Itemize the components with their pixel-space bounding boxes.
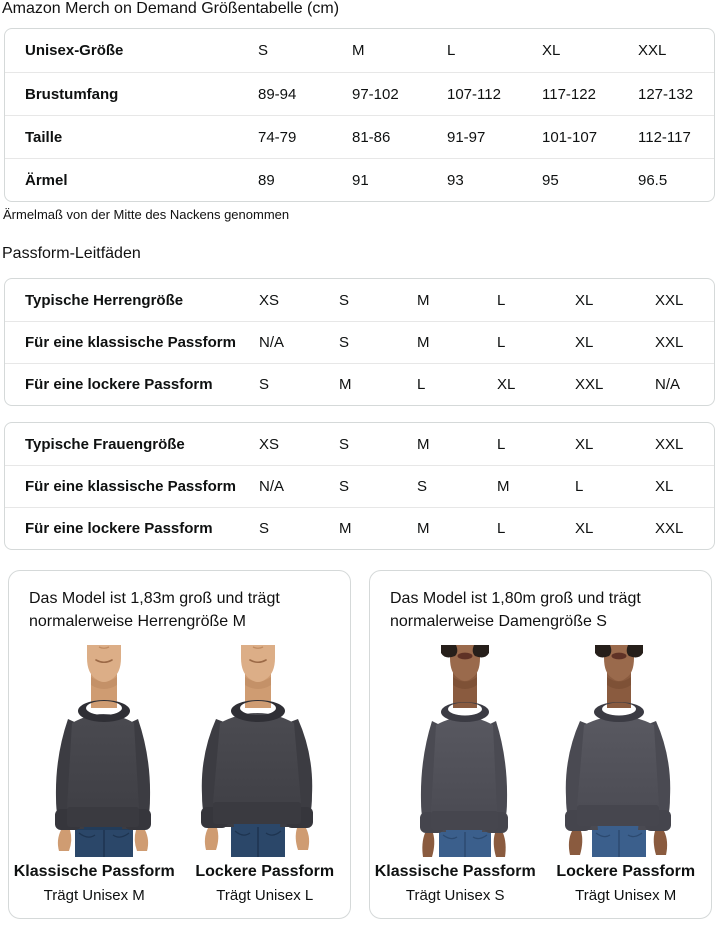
caption-classic-fit xyxy=(9,863,180,904)
worn-size-label: Trägt Unisex S xyxy=(405,887,505,904)
size-cell: 127-132 xyxy=(634,72,714,115)
table-row xyxy=(5,29,714,72)
size-cell: N/A xyxy=(255,321,335,363)
worn-size-label: Trägt Unisex M xyxy=(575,887,677,904)
fit-label: Klassische Passform xyxy=(13,863,175,880)
size-cell: S xyxy=(255,507,335,549)
worn-size-label: Trägt Unisex M xyxy=(43,887,145,904)
size-cell: 101-107 xyxy=(538,115,634,158)
size-cell: M xyxy=(493,465,571,507)
size-cell: XL xyxy=(575,291,594,309)
table-row xyxy=(5,72,714,115)
size-cell: 97-102 xyxy=(348,72,443,115)
table-row xyxy=(5,321,714,363)
size-cell: XS xyxy=(259,435,280,453)
size-cell: XXL xyxy=(655,435,684,453)
fit-label: Lockere Passform xyxy=(195,863,335,880)
size-cell: M xyxy=(417,435,430,453)
size-cell: L xyxy=(493,507,571,549)
row-label: Unisex-Größe xyxy=(25,42,124,59)
model-photo-men-loose-fit xyxy=(182,645,332,857)
size-cell: 112-117 xyxy=(634,115,714,158)
size-cell: S xyxy=(335,465,413,507)
size-cell: S xyxy=(413,465,493,507)
row-label: Für eine klassische Passform xyxy=(5,321,255,363)
size-cell: N/A xyxy=(255,465,335,507)
model-card-men xyxy=(8,570,351,919)
model-photo-women-loose-fit xyxy=(543,645,693,857)
sleeve-measure-note: Ärmelmaß von der Mitte des Nackens genommen xyxy=(3,207,290,222)
fit-guides-heading: Passform-Leitfäden xyxy=(2,245,141,262)
model-photos-row xyxy=(9,645,350,857)
table-row xyxy=(5,158,714,201)
page-title: Amazon Merch on Demand Größentabelle (cm) xyxy=(2,0,340,17)
table-row xyxy=(5,423,714,465)
worn-size-label: Trägt Unisex L xyxy=(216,887,314,904)
size-cell: XXL xyxy=(655,291,684,309)
model-photo-men-classic-fit xyxy=(28,645,178,857)
size-cell: 89 xyxy=(254,158,348,201)
size-cell: M xyxy=(335,363,413,405)
size-cell: 89-94 xyxy=(254,72,348,115)
sweatshirt xyxy=(577,716,659,813)
size-cell: L xyxy=(497,291,506,309)
size-cell: XL xyxy=(571,507,651,549)
size-cell: 107-112 xyxy=(443,72,538,115)
sweatshirt xyxy=(431,717,497,817)
row-label: Typische Herrengröße xyxy=(25,291,184,309)
sweatshirt xyxy=(213,713,301,809)
size-cell: M xyxy=(417,291,430,309)
fit-label: Klassische Passform xyxy=(374,863,536,880)
size-cell: L xyxy=(571,465,651,507)
size-cell: 91-97 xyxy=(443,115,538,158)
row-label: Taille xyxy=(5,115,254,158)
size-cell: N/A xyxy=(651,363,714,405)
row-label: Brustumfang xyxy=(5,72,254,115)
size-cell: 95 xyxy=(538,158,634,201)
size-cell: 96.5 xyxy=(634,158,714,201)
row-label: Ärmel xyxy=(5,158,254,201)
table-row xyxy=(5,115,714,158)
model-card-women xyxy=(369,570,712,919)
size-cell: XL xyxy=(571,321,651,363)
table-row xyxy=(5,465,714,507)
size-cell: XL xyxy=(575,435,594,453)
size-cell: S xyxy=(335,321,413,363)
row-label: Für eine lockere Passform xyxy=(5,363,255,405)
caption-loose-fit xyxy=(180,863,351,904)
size-cell: XS xyxy=(259,291,280,309)
model-description: Das Model ist 1,83m groß und trägt normalerweise Herrengröße M xyxy=(29,590,280,630)
size-cell: XXL xyxy=(638,42,667,59)
model-description: Das Model ist 1,80m groß und trägt normalerweise Damengröße S xyxy=(390,590,641,630)
size-cell: XXL xyxy=(651,507,714,549)
table-row xyxy=(5,507,714,549)
sweatshirt xyxy=(67,714,139,814)
size-cell: 93 xyxy=(443,158,538,201)
table-row xyxy=(5,363,714,405)
size-cell: 81-86 xyxy=(348,115,443,158)
size-cell: L xyxy=(413,363,493,405)
size-cell: XL xyxy=(493,363,571,405)
size-cell: 117-122 xyxy=(538,72,634,115)
row-label: Für eine lockere Passform xyxy=(5,507,255,549)
row-label: Für eine klassische Passform xyxy=(5,465,255,507)
size-cell: L xyxy=(493,321,571,363)
size-cell: 74-79 xyxy=(254,115,348,158)
fit-table-men xyxy=(4,278,715,406)
table-row xyxy=(5,279,714,321)
size-cell: S xyxy=(339,435,350,453)
size-cell: S xyxy=(255,363,335,405)
fit-label: Lockere Passform xyxy=(556,863,696,880)
fit-captions-row xyxy=(370,863,711,904)
model-photos-row xyxy=(370,645,711,857)
size-cell: XL xyxy=(542,42,561,59)
model-photo-women-classic-fit xyxy=(389,645,539,857)
fit-table-women xyxy=(4,422,715,550)
size-cell: S xyxy=(258,42,269,59)
size-cell: M xyxy=(413,321,493,363)
caption-loose-fit xyxy=(541,863,712,904)
size-cell: 91 xyxy=(348,158,443,201)
fit-captions-row xyxy=(9,863,350,904)
caption-classic-fit xyxy=(370,863,541,904)
size-cell: XXL xyxy=(571,363,651,405)
size-cell: L xyxy=(447,42,456,59)
size-cell: M xyxy=(413,507,493,549)
size-cell: M xyxy=(335,507,413,549)
unisex-size-table xyxy=(4,28,715,202)
row-label: Typische Frauengröße xyxy=(25,435,185,453)
size-cell: M xyxy=(352,42,365,59)
size-cell: L xyxy=(497,435,506,453)
size-cell: S xyxy=(339,291,350,309)
size-cell: XL xyxy=(651,465,714,507)
size-cell: XXL xyxy=(651,321,714,363)
